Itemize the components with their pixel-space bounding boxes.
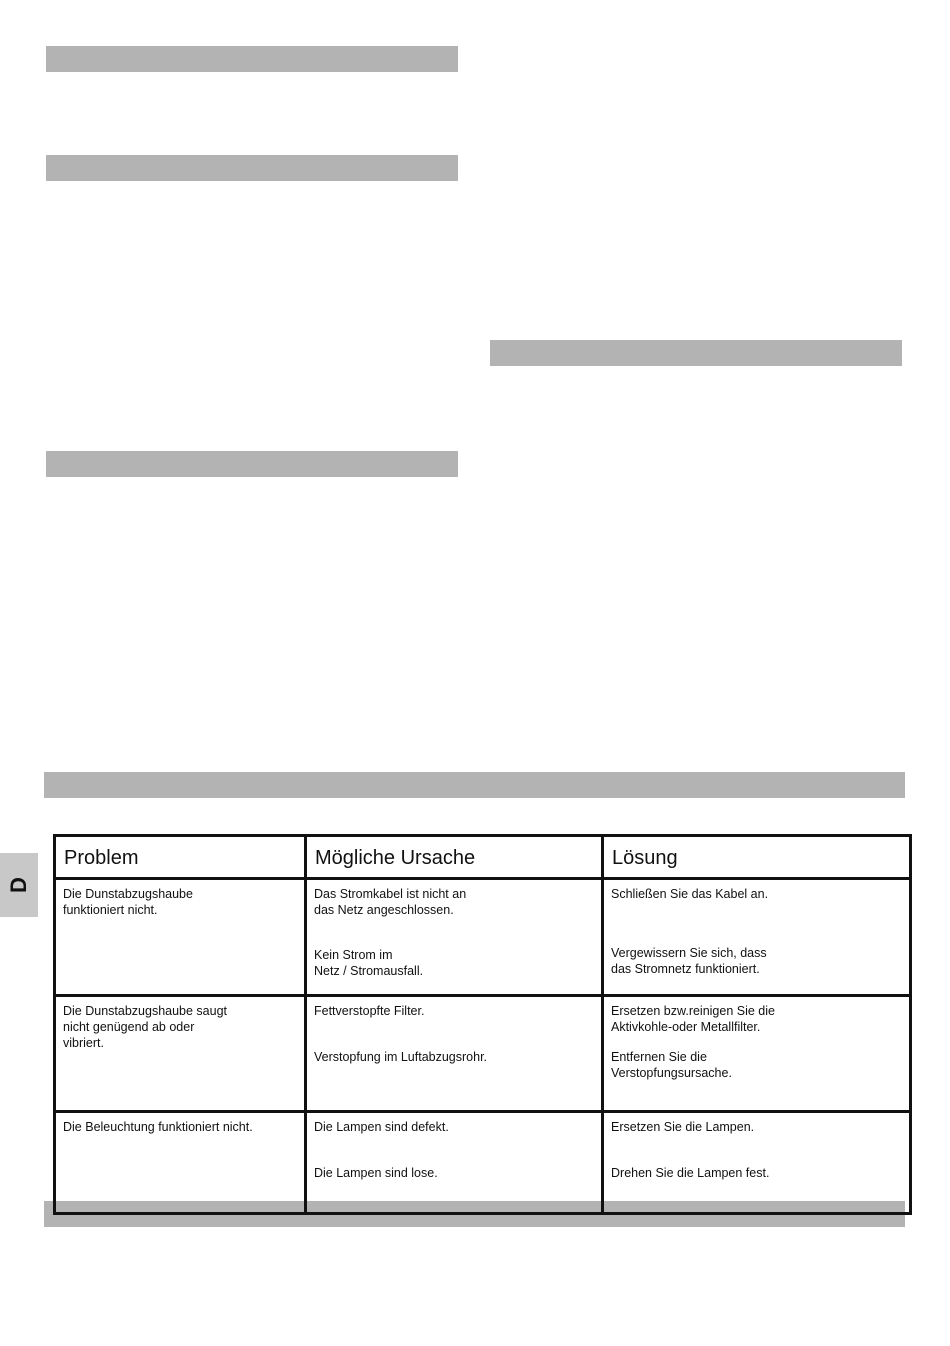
cause-cell <box>306 1112 603 1214</box>
problem-text: Die Beleuchtung funktioniert nicht. <box>63 1120 253 1134</box>
table-row <box>55 879 911 996</box>
cause-text: Die Lampen sind defekt. <box>314 1120 449 1134</box>
cause-cell <box>306 879 603 996</box>
problem-text: Die Dunstabzugshaube saugt nicht genügend ab oder vibriert. <box>63 1004 228 1050</box>
header-problem: Problem <box>55 836 306 879</box>
solution-text: Drehen Sie die Lampen fest. <box>611 1166 770 1180</box>
table-header-row <box>55 836 911 879</box>
language-tab <box>0 853 38 917</box>
solution-text: Vergewissern Sie sich, dass das Stromnetz funktioniert. <box>611 946 767 976</box>
solution-text: Ersetzen Sie die Lampen. <box>611 1120 755 1134</box>
solution-cell <box>603 879 911 996</box>
cause-text: Kein Strom im Netz / Stromausfall. <box>314 948 424 978</box>
table-row <box>55 996 911 1112</box>
language-tab-label: D <box>5 877 31 893</box>
header-solution: Lösung <box>603 836 911 879</box>
problem-cell <box>55 879 306 996</box>
solution-text: Ersetzen bzw.reinigen Sie die Aktivkohle-oder Metallfilter. <box>611 1004 775 1034</box>
cause-text: Fettverstopfte Filter. <box>314 1004 425 1018</box>
solution-text: Entfernen Sie die Verstopfungsursache. <box>611 1050 732 1080</box>
problem-cell <box>55 1112 306 1214</box>
problem-cell <box>55 996 306 1112</box>
solution-text: Schließen Sie das Kabel an. <box>611 887 769 901</box>
solution-cell <box>603 1112 911 1214</box>
cause-cell <box>306 996 603 1112</box>
section-heading-bar <box>46 155 458 181</box>
troubleshooting-table <box>53 834 912 1215</box>
section-heading-bar <box>44 772 905 798</box>
section-heading-bar <box>46 451 458 477</box>
solution-cell <box>603 996 911 1112</box>
problem-text: Die Dunstabzugshaube funktioniert nicht. <box>63 887 193 917</box>
cause-text: Die Lampen sind lose. <box>314 1166 438 1180</box>
header-cause: Mögliche Ursache <box>306 836 603 879</box>
section-heading-bar <box>490 340 902 366</box>
table-row <box>55 1112 911 1214</box>
cause-text: Das Stromkabel ist nicht an das Netz angeschlossen. <box>314 887 467 917</box>
cause-text: Verstopfung im Luftabzugsrohr. <box>314 1050 488 1064</box>
section-heading-bar <box>46 46 458 72</box>
